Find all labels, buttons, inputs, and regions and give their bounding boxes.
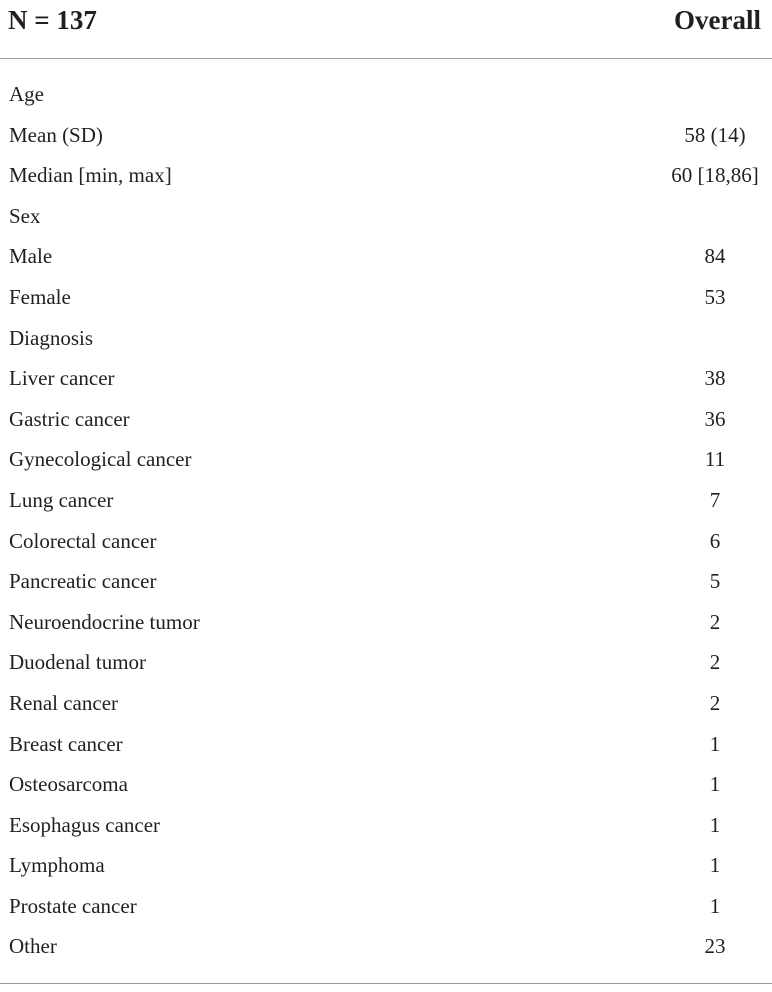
row-label: Other	[9, 934, 57, 959]
row-value: 23	[704, 934, 726, 959]
row-value: 6	[709, 528, 721, 553]
table-header	[0, 0, 772, 40]
table-row	[0, 602, 772, 643]
row-label: Female	[9, 284, 71, 309]
row-value: 1	[709, 772, 721, 797]
row-label: Male	[9, 244, 53, 269]
table-row	[0, 480, 772, 521]
table-row	[0, 764, 772, 805]
bottom-rule	[0, 983, 772, 984]
table-row	[0, 886, 772, 927]
row-label: Duodenal tumor	[9, 650, 147, 675]
row-label: Renal cancer	[9, 690, 119, 715]
table-row	[0, 724, 772, 765]
row-value: 2	[709, 609, 721, 634]
row-label: Gastric cancer	[9, 406, 130, 431]
table-row	[0, 926, 772, 967]
row-value: 7	[709, 487, 721, 512]
row-label: Neuroendocrine tumor	[9, 609, 200, 634]
table-row	[0, 155, 772, 196]
row-label: Osteosarcoma	[9, 772, 128, 797]
row-value: 84	[704, 244, 726, 269]
row-label: Lung cancer	[9, 487, 114, 512]
table-row	[0, 845, 772, 886]
row-value: 5	[709, 569, 721, 594]
row-label: Pancreatic cancer	[9, 569, 157, 594]
header-sample-size: N = 137	[8, 5, 97, 35]
table-row	[0, 196, 772, 237]
row-value: 58 (14)	[684, 122, 746, 147]
header-overall: Overall	[674, 5, 761, 35]
row-label: Lymphoma	[9, 853, 105, 878]
table-row	[0, 805, 772, 846]
row-label: Prostate cancer	[9, 893, 137, 918]
row-label: Age	[9, 82, 44, 106]
table-row	[0, 521, 772, 562]
table-body	[0, 74, 772, 967]
table-row	[0, 683, 772, 724]
table-row	[0, 74, 772, 115]
row-value: 1	[709, 853, 721, 878]
row-label: Diagnosis	[9, 325, 93, 350]
row-value: 53	[704, 284, 726, 309]
row-value: 2	[709, 650, 721, 675]
row-label: Median [min, max]	[9, 163, 172, 188]
table-row	[0, 439, 772, 480]
row-value: 1	[709, 731, 721, 756]
row-label: Sex	[9, 203, 41, 228]
table-row	[0, 277, 772, 318]
row-value: 38	[704, 366, 726, 391]
row-label: Liver cancer	[9, 366, 115, 391]
table-row	[0, 399, 772, 440]
table-row	[0, 115, 772, 156]
row-value: 1	[709, 812, 721, 837]
row-value: 1	[709, 893, 721, 918]
top-rule	[0, 58, 772, 59]
table-row	[0, 358, 772, 399]
row-label: Gynecological cancer	[9, 447, 192, 472]
row-value: 11	[704, 447, 726, 472]
row-label: Breast cancer	[9, 731, 123, 756]
table-row	[0, 561, 772, 602]
table-row	[0, 318, 772, 359]
row-value: 60 [18,86]	[671, 163, 759, 188]
row-value: 2	[709, 690, 721, 715]
row-label: Colorectal cancer	[9, 528, 157, 553]
row-label: Mean (SD)	[9, 122, 103, 147]
row-value: 36	[704, 406, 726, 431]
table-row	[0, 642, 772, 683]
row-label: Esophagus cancer	[9, 812, 161, 837]
table-row	[0, 236, 772, 277]
